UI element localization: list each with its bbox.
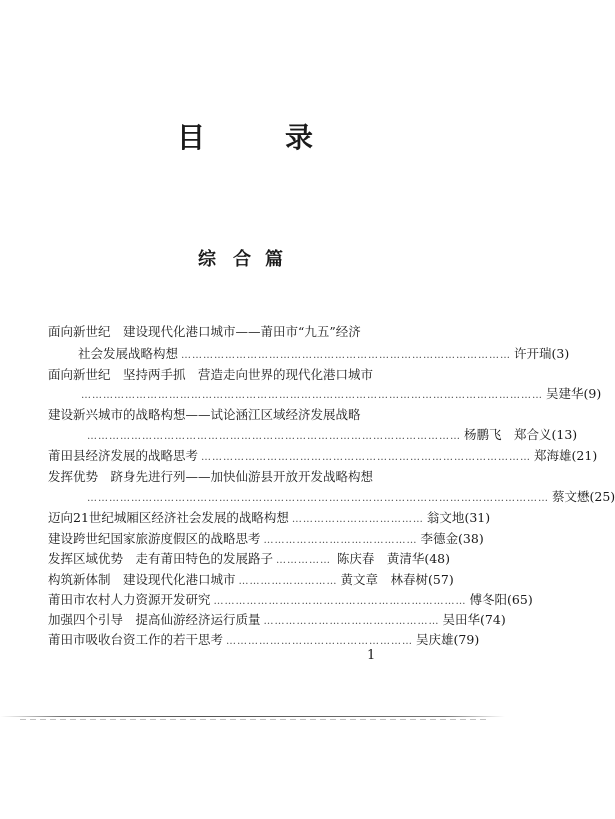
toc-entry-author: 杨鹏飞 郑合义 [464, 427, 552, 442]
bottom-rule-shadow [20, 719, 490, 720]
toc-line[interactable] [84, 487, 615, 507]
dot-leader: …………………………………… [263, 535, 418, 546]
toc-entry-page: (3) [551, 346, 570, 361]
toc-entry-author: 黄文章 林春树 [340, 572, 429, 587]
toc-entry-page: (38) [458, 531, 484, 546]
toc-entry-page: (74) [480, 612, 506, 627]
toc-entry-author: 蔡文懋 [552, 489, 590, 504]
toc-entry-title: 莆田市农村人力资源开发研究 [48, 592, 211, 607]
page-number: 1 [367, 648, 376, 663]
toc-entry-page: (31) [464, 510, 491, 525]
dot-leader: ……………………………………………………………………………… [181, 350, 512, 361]
toc-line[interactable] [48, 529, 484, 549]
section-char-1: 综 [198, 249, 216, 270]
toc-entry-title: 社会发展战略构想 [78, 346, 179, 361]
toc-line[interactable] [48, 630, 480, 650]
dot-leader: ……………………………………………………………………………… [201, 452, 532, 463]
toc-entry-title: 发挥区域优势 走有莆田特色的发展路子 [48, 551, 274, 566]
dot-leader: ……………………… [238, 576, 338, 587]
toc-line[interactable] [78, 344, 570, 364]
toc-entry-title: 建设新兴城市的战略构想——试论涵江区域经济发展战略 [48, 407, 361, 422]
toc-line [48, 365, 458, 385]
toc-entry-author: 李德金 [420, 531, 459, 546]
toc-entry-page: (21) [571, 448, 598, 463]
toc-line[interactable] [48, 590, 533, 610]
toc-line[interactable] [78, 384, 602, 404]
toc-entry-author: 陈庆春 黄清华 [336, 551, 425, 566]
toc-entry-author: 翁文地 [426, 510, 465, 525]
toc-entry-author: 许开瑞 [514, 346, 552, 361]
toc-entry-title: 迈向21世纪城厢区经济社会发展的战略构想 [48, 510, 289, 525]
dot-leader: …………………………………………… [226, 636, 414, 647]
toc-entry-title: 面向新世纪 建设现代化港口城市——莆田市“九五”经济 [48, 324, 361, 339]
bottom-rule [0, 716, 505, 717]
toc-entry-page: (79) [453, 632, 480, 647]
toc-line [48, 405, 458, 425]
dot-leader: ……………………………… [291, 514, 424, 525]
toc-entry-title: 加强四个引导 提高仙游经济运行质量 [48, 612, 261, 627]
toc-entry-page: (48) [424, 551, 450, 566]
toc-entry-page: (65) [507, 592, 533, 607]
toc-line[interactable] [48, 610, 506, 630]
toc-entry-title: 莆田县经济发展的战略思考 [48, 448, 199, 463]
section-char-2: 合 [233, 249, 251, 270]
toc-entry-title: 发挥优势 跻身先进行列——加快仙游县开放开发战略构想 [48, 469, 374, 484]
title-char-2: 录 [285, 121, 314, 154]
toc-entry-page: (13) [551, 427, 578, 442]
toc-entry-author: 吴庆雄 [416, 632, 454, 647]
toc-entry-title: 构筑新体制 建设现代化港口城市 [48, 572, 236, 587]
toc-line[interactable] [48, 549, 450, 569]
toc-entry-page: (25) [589, 489, 615, 504]
toc-entry-title: 面向新世纪 坚持两手抓 营造走向世界的现代化港口城市 [48, 367, 374, 382]
toc-entry-title: 建设跨世纪国家旅游度假区的战略思考 [48, 531, 261, 546]
section-char-3: 篇 [265, 249, 283, 270]
dot-leader: ……………………………………………………………………………………………………………… [81, 390, 543, 401]
toc-entry-page: (57) [428, 572, 454, 587]
title-char-1: 目 [177, 121, 206, 154]
toc-entry-author: 吴田华 [442, 612, 481, 627]
dot-leader: ………………………………………………………………………………………… [87, 431, 461, 442]
toc-entry-author: 郑海雄 [534, 448, 572, 463]
dot-leader: …………………………………………………………… [213, 596, 467, 607]
toc-line[interactable] [84, 425, 578, 445]
page-title [0, 120, 505, 156]
toc-entry-author: 傅冬阳 [469, 592, 508, 607]
dot-leader: ……………………………………………………………………………………………………………… [87, 493, 549, 504]
dot-leader: ………………………………………… [263, 616, 440, 627]
toc-line [48, 467, 458, 487]
toc-entry-author: 吴建华 [546, 386, 584, 401]
toc-line[interactable] [48, 508, 491, 528]
toc-line[interactable] [48, 570, 454, 590]
toc-line[interactable] [48, 446, 598, 466]
dot-leader: …………… [276, 555, 332, 566]
toc-entry-page: (9) [583, 386, 602, 401]
section-heading [0, 247, 505, 273]
toc-line [48, 322, 458, 342]
toc-entry-title: 莆田市吸收台资工作的若干思考 [48, 632, 224, 647]
